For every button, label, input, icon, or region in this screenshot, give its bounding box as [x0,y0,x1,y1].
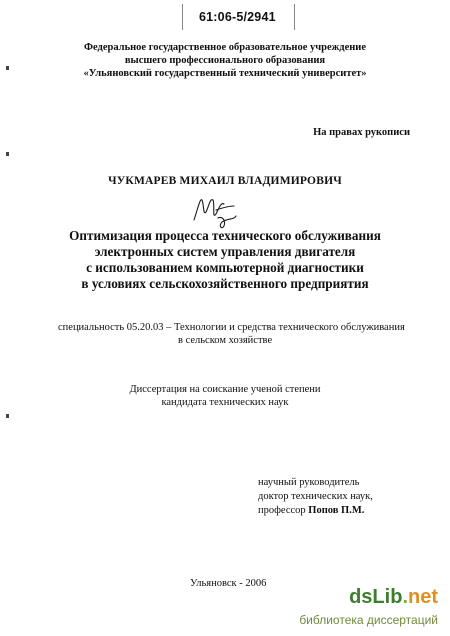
degree-line: Диссертация на соискание ученой степени [129,384,321,395]
logo-dot: . [402,586,408,608]
watermark-subtitle: библиотека диссертаций [299,613,438,627]
supervisor-title: профессор [258,505,309,516]
specialty-line: специальность 05.20.03 – Технологии и средства технического обслуживания [58,322,405,333]
manuscript-rights: На правах рукописи [313,127,410,138]
dissertation-title-line: Оптимизация процесса технического обслуживания [69,228,381,243]
supervisor-degree: доктор технических наук, [258,491,373,502]
city-year: Ульяновск - 2006 [190,578,267,589]
logo-tld: net [408,586,438,608]
binding-line [182,4,183,30]
institution-name: «Ульяновский государственный технический университет» [83,68,367,79]
supervisor-role: научный руководитель [258,477,360,488]
author-name: ЧУКМАРЕВ МИХАИЛ ВЛАДИМИРОВИЧ [108,175,342,187]
archive-code: 61:06-5/2941 [199,10,276,24]
logo-main: dsLib [349,586,403,608]
specialty-line: в сельском хозяйстве [178,335,273,346]
institution-line: высшего профессионального образования [124,55,326,66]
edge-mark [6,414,9,418]
signature [188,190,248,230]
dslib-watermark [299,586,446,630]
supervisor-name-line [258,504,364,518]
degree-line: кандидата технических наук [161,397,289,408]
edge-mark [6,152,9,156]
dslib-logo [349,586,438,609]
dissertation-title-line: электронных систем управления двигателя [94,244,356,259]
dissertation-title-line: в условиях сельскохозяйственного предприятия [81,276,369,291]
dissertation-title-line: с использованием компьютерной диагностики [86,260,364,275]
institution-line: Федеральное государственное образовательное учреждение [83,42,367,53]
binding-line [294,4,295,30]
supervisor-name: Попов П.М. [308,505,365,516]
